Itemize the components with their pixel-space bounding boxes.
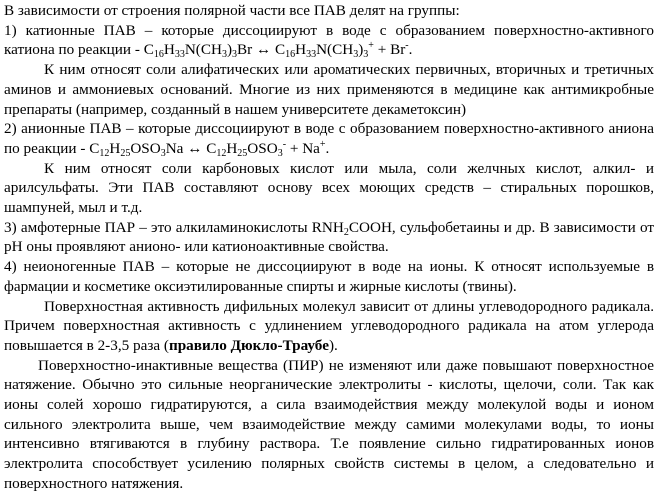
anionic-text: 2) анионные ПАВ – которые диссоциируют в воде с образованием поверхностно-активного аниона по реакции -: [4, 120, 654, 157]
cationic-formula: $C_{16}H_{33}N(CH_3)_3Br$ ↔ $C_{16}H_{33}N(CH_3)_3^+ + Br^-$.: [143, 40, 413, 61]
anionic-paragraph: [4, 119, 654, 158]
amphoteric-paragraph: 3) амфотерные ПАР – это алкиламинокислоты $RNH_2COOH$, сульфобетаины и др. В зависимости от рН оны проявляют анионо- или катионоактивные свойства.: [4, 218, 654, 256]
inactive-paragraph: Поверхностно-инактивные вещества (ПИР) не изменяют или даже повышают поверхностное натяжение. Обычно это сильные неорганические электролиты - кислоты, щелочи, соли. Так как ионы солей хорошо гидратируются, а сила взаимодействия между молекулой воды и ионом сильного электролита выше, чем взаимодействие между самими молекулами воды, то ионы интенсивно втягиваются в глубину раствора. Т.е появление сильно гидратированных ионов электролита способствует усилению полярных свойств системы в целом, а следовательно и поверхностного натяжения.: [4, 356, 654, 492]
cationic-paragraph: [4, 21, 654, 60]
traube-rule: правило Дюкло-Траубе: [168, 336, 329, 354]
anionic-formula: $C_{12}H_{25}OSO_3Na$ ↔ $C_{12}H_{25}OSO_3^- + Na^+$.: [89, 138, 330, 159]
cationic-text: 1) катионные ПАВ – которые диссоциируют в воде с образованием поверхностно-активного катиона по реакции -: [4, 21, 654, 59]
nonionic-paragraph: 4) неионогенные ПАВ – которые не диссоциируют в воде на ионы. К относят используемые в фармации и косметике оксиэтилированные спирты и жирные кислоты (твины).: [4, 258, 654, 295]
cationic-description: К ним относят соли алифатических или ароматических первичных, вторичных и третичных аминов и аммониевых оснований. Многие из них применяются в медицине как антимикробные препараты (например, созданный в нашем университете декаметоксин): [4, 61, 654, 118]
anionic-description: К ним относят соли карбоновых кислот или мыла, соли желчных кислот, алкил- и арилсульфаты. Эти ПАВ составляют основу всех моющих средств – стиральных порошков, шампуней, мыл и т.д.: [4, 159, 654, 217]
activity-paragraph: Поверхностная активность дифильных молекул зависит от длины углеводородного радикала. Причем поверхностная активность с удлинением углеводородного радикала на атом углерода повышается в 2-3,5 раза (правило Дюкло-Траубе).: [4, 297, 654, 354]
intro-paragraph: В зависимости от строения полярной части все ПАВ делят на группы:: [4, 2, 460, 19]
